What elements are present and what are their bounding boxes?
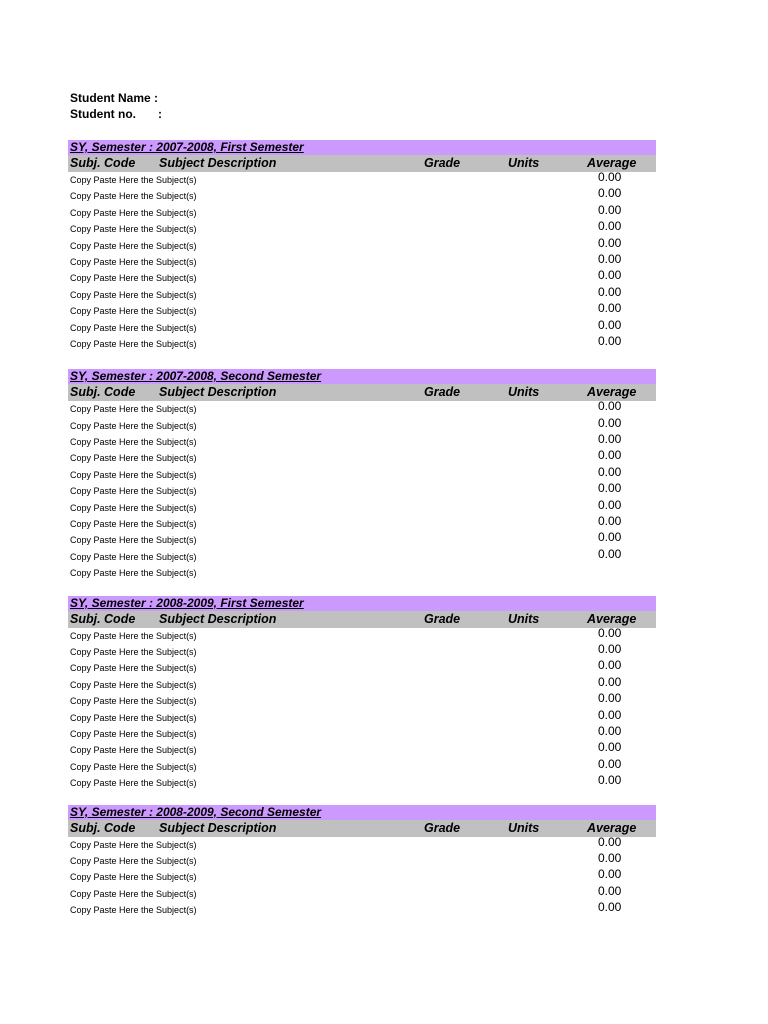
subject-cell: Copy Paste Here the Subject(s): [70, 761, 197, 772]
subject-row: [68, 270, 656, 286]
subject-row: [68, 546, 656, 565]
subject-rows: [68, 172, 656, 352]
subject-row: [68, 401, 656, 417]
semester-section: [68, 596, 656, 792]
average-cell: 0.00: [598, 773, 622, 788]
column-header-row: [68, 155, 656, 172]
subject-row: [68, 869, 656, 885]
semester-title: SY, Semester : 2008-2009, First Semester: [68, 596, 656, 611]
subject-row: [68, 497, 656, 516]
subject-row: [68, 625, 656, 644]
subject-cell: Copy Paste Here the Subject(s): [70, 486, 197, 497]
average-cell: 0.00: [598, 883, 622, 898]
student-number-label: Student no.: [70, 107, 136, 121]
header-grade: Grade: [424, 611, 461, 626]
subject-row: [68, 221, 656, 237]
subject-cell: Copy Paste Here the Subject(s): [70, 663, 197, 674]
header-average: Average: [587, 820, 637, 835]
average-cell: 0.00: [598, 740, 622, 755]
header-grade: Grade: [424, 385, 461, 400]
subject-row: [68, 516, 656, 532]
average-cell: 0.00: [598, 170, 622, 184]
average-cell: 0.00: [598, 625, 622, 640]
average-cell: 0.00: [598, 284, 622, 299]
header-units: Units: [508, 156, 540, 170]
subject-row: [68, 172, 656, 188]
subject-row: [68, 641, 656, 660]
subject-rows: [68, 401, 656, 581]
semester-title: SY, Semester : 2007-2008, Second Semester: [68, 369, 656, 384]
subject-cell: Copy Paste Here the Subject(s): [70, 568, 197, 579]
subject-row: [68, 464, 656, 483]
average-cell: 0.00: [598, 546, 622, 561]
header-subject-description: Subject Description: [159, 385, 277, 400]
header-subject-description: Subject Description: [159, 156, 277, 170]
subject-cell: Copy Paste Here the Subject(s): [70, 469, 197, 480]
subject-cell: Copy Paste Here the Subject(s): [70, 453, 197, 464]
subject-row: [68, 902, 656, 918]
semester-title: SY, Semester : 2007-2008, First Semester: [68, 140, 656, 155]
subject-cell: Copy Paste Here the Subject(s): [70, 646, 197, 657]
subject-cell: Copy Paste Here the Subject(s): [70, 872, 197, 883]
subject-row: [68, 333, 656, 352]
subject-row: [68, 660, 656, 676]
subject-cell: Copy Paste Here the Subject(s): [70, 191, 197, 202]
subject-cell: Copy Paste Here the Subject(s): [70, 551, 197, 562]
average-cell: 0.00: [598, 219, 622, 234]
average-cell: 0.00: [598, 432, 622, 447]
subject-cell: Copy Paste Here the Subject(s): [70, 502, 197, 513]
subject-rows: [68, 625, 656, 792]
subject-row: [68, 883, 656, 902]
subject-row: [68, 303, 656, 319]
average-cell: 0.00: [598, 301, 622, 316]
subject-rows: [68, 834, 656, 919]
column-header-row: [68, 820, 656, 837]
average-cell: 0.00: [598, 497, 622, 512]
grade-sections: [68, 140, 656, 918]
average-cell: 0.00: [598, 900, 622, 915]
subject-cell: Copy Paste Here the Subject(s): [70, 905, 197, 916]
subject-cell: Copy Paste Here the Subject(s): [70, 839, 197, 850]
subject-row: [68, 775, 656, 791]
subject-row: [68, 532, 656, 548]
subject-row: [68, 284, 656, 303]
subject-row: [68, 188, 656, 204]
subject-row: [68, 850, 656, 869]
header-units: Units: [508, 820, 540, 835]
subject-cell: Copy Paste Here the Subject(s): [70, 224, 197, 235]
average-cell: 0.00: [598, 268, 622, 283]
average-cell: 0.00: [598, 415, 622, 430]
semester-section: [68, 805, 656, 919]
subject-cell: Copy Paste Here the Subject(s): [70, 256, 197, 267]
average-cell: 0.00: [598, 834, 622, 849]
subject-cell: Copy Paste Here the Subject(s): [70, 778, 197, 789]
average-cell: 0.00: [598, 317, 622, 332]
subject-row: [68, 434, 656, 450]
student-name-label: Student Name :: [70, 91, 159, 105]
average-cell: 0.00: [598, 867, 622, 882]
average-cell: 0.00: [598, 707, 622, 722]
subject-cell: Copy Paste Here the Subject(s): [70, 535, 197, 546]
subject-cell: Copy Paste Here the Subject(s): [70, 728, 197, 739]
subject-row: [68, 723, 656, 742]
subject-cell: Copy Paste Here the Subject(s): [70, 338, 197, 349]
header-average: Average: [587, 385, 637, 400]
average-cell: 0.00: [598, 514, 622, 529]
student-name-row: [70, 90, 162, 106]
subject-row: [68, 674, 656, 693]
average-cell: 0.00: [598, 674, 622, 689]
subject-cell: Copy Paste Here the Subject(s): [70, 745, 197, 756]
average-cell: 0.00: [598, 723, 622, 738]
subject-cell: Copy Paste Here the Subject(s): [70, 289, 197, 300]
average-cell: 0.00: [598, 333, 622, 348]
student-info: [70, 90, 162, 122]
subject-cell: Copy Paste Here the Subject(s): [70, 696, 197, 707]
average-cell: 0.00: [598, 691, 622, 706]
header-subj-code: Subj. Code: [70, 385, 136, 400]
average-cell: 0.00: [598, 235, 622, 250]
average-cell: 0.00: [598, 464, 622, 479]
header-subj-code: Subj. Code: [70, 611, 136, 626]
average-cell: 0.00: [598, 186, 622, 201]
subject-cell: Copy Paste Here the Subject(s): [70, 712, 197, 723]
subject-cell: Copy Paste Here the Subject(s): [70, 519, 197, 530]
subject-row: [68, 707, 656, 726]
student-number-colon: :: [158, 107, 162, 121]
subject-row: [68, 235, 656, 254]
subject-cell: Copy Paste Here the Subject(s): [70, 240, 197, 251]
average-cell: 0.00: [598, 658, 622, 673]
subject-row: [68, 317, 656, 336]
subject-cell: Copy Paste Here the Subject(s): [70, 437, 197, 448]
header-average: Average: [587, 611, 637, 626]
subject-cell: Copy Paste Here the Subject(s): [70, 322, 197, 333]
subject-row: [68, 742, 656, 758]
subject-row: [68, 415, 656, 434]
semester-section: [68, 369, 656, 581]
subject-row: [68, 202, 656, 221]
average-cell: 0.00: [598, 481, 622, 496]
subject-cell: Copy Paste Here the Subject(s): [70, 273, 197, 284]
subject-cell: Copy Paste Here the Subject(s): [70, 420, 197, 431]
column-header-row: [68, 611, 656, 628]
subject-cell: Copy Paste Here the Subject(s): [70, 679, 197, 690]
subject-cell: Copy Paste Here the Subject(s): [70, 630, 197, 641]
header-units: Units: [508, 385, 540, 400]
header-subject-description: Subject Description: [159, 820, 277, 835]
student-number-row: [70, 106, 162, 122]
subject-cell: Copy Paste Here the Subject(s): [70, 855, 197, 866]
average-cell: 0.00: [598, 202, 622, 217]
average-cell: 0.00: [598, 399, 622, 414]
subject-cell: Copy Paste Here the Subject(s): [70, 175, 197, 185]
semester-section: [68, 140, 656, 352]
subject-row: [68, 834, 656, 853]
average-cell: 0.00: [598, 850, 622, 865]
subject-row: [68, 483, 656, 499]
subject-cell: Copy Paste Here the Subject(s): [70, 404, 197, 415]
header-average: Average: [587, 156, 637, 170]
subject-row: [68, 565, 656, 581]
average-cell: 0.00: [598, 530, 622, 545]
subject-row: [68, 251, 656, 270]
subject-row: [68, 450, 656, 466]
average-cell: 0.00: [598, 641, 622, 656]
header-grade: Grade: [424, 156, 461, 170]
subject-cell: Copy Paste Here the Subject(s): [70, 888, 197, 899]
semester-title: SY, Semester : 2008-2009, Second Semester: [68, 805, 656, 820]
average-cell: 0.00: [598, 251, 622, 266]
header-subject-description: Subject Description: [159, 611, 277, 626]
header-subj-code: Subj. Code: [70, 156, 136, 170]
subject-row: [68, 693, 656, 709]
header-grade: Grade: [424, 820, 461, 835]
subject-row: [68, 756, 656, 775]
header-subj-code: Subj. Code: [70, 820, 136, 835]
average-cell: 0.00: [598, 756, 622, 771]
subject-cell: Copy Paste Here the Subject(s): [70, 306, 197, 317]
column-header-row: [68, 384, 656, 401]
average-cell: 0.00: [598, 448, 622, 463]
header-units: Units: [508, 611, 540, 626]
subject-cell: Copy Paste Here the Subject(s): [70, 207, 197, 218]
